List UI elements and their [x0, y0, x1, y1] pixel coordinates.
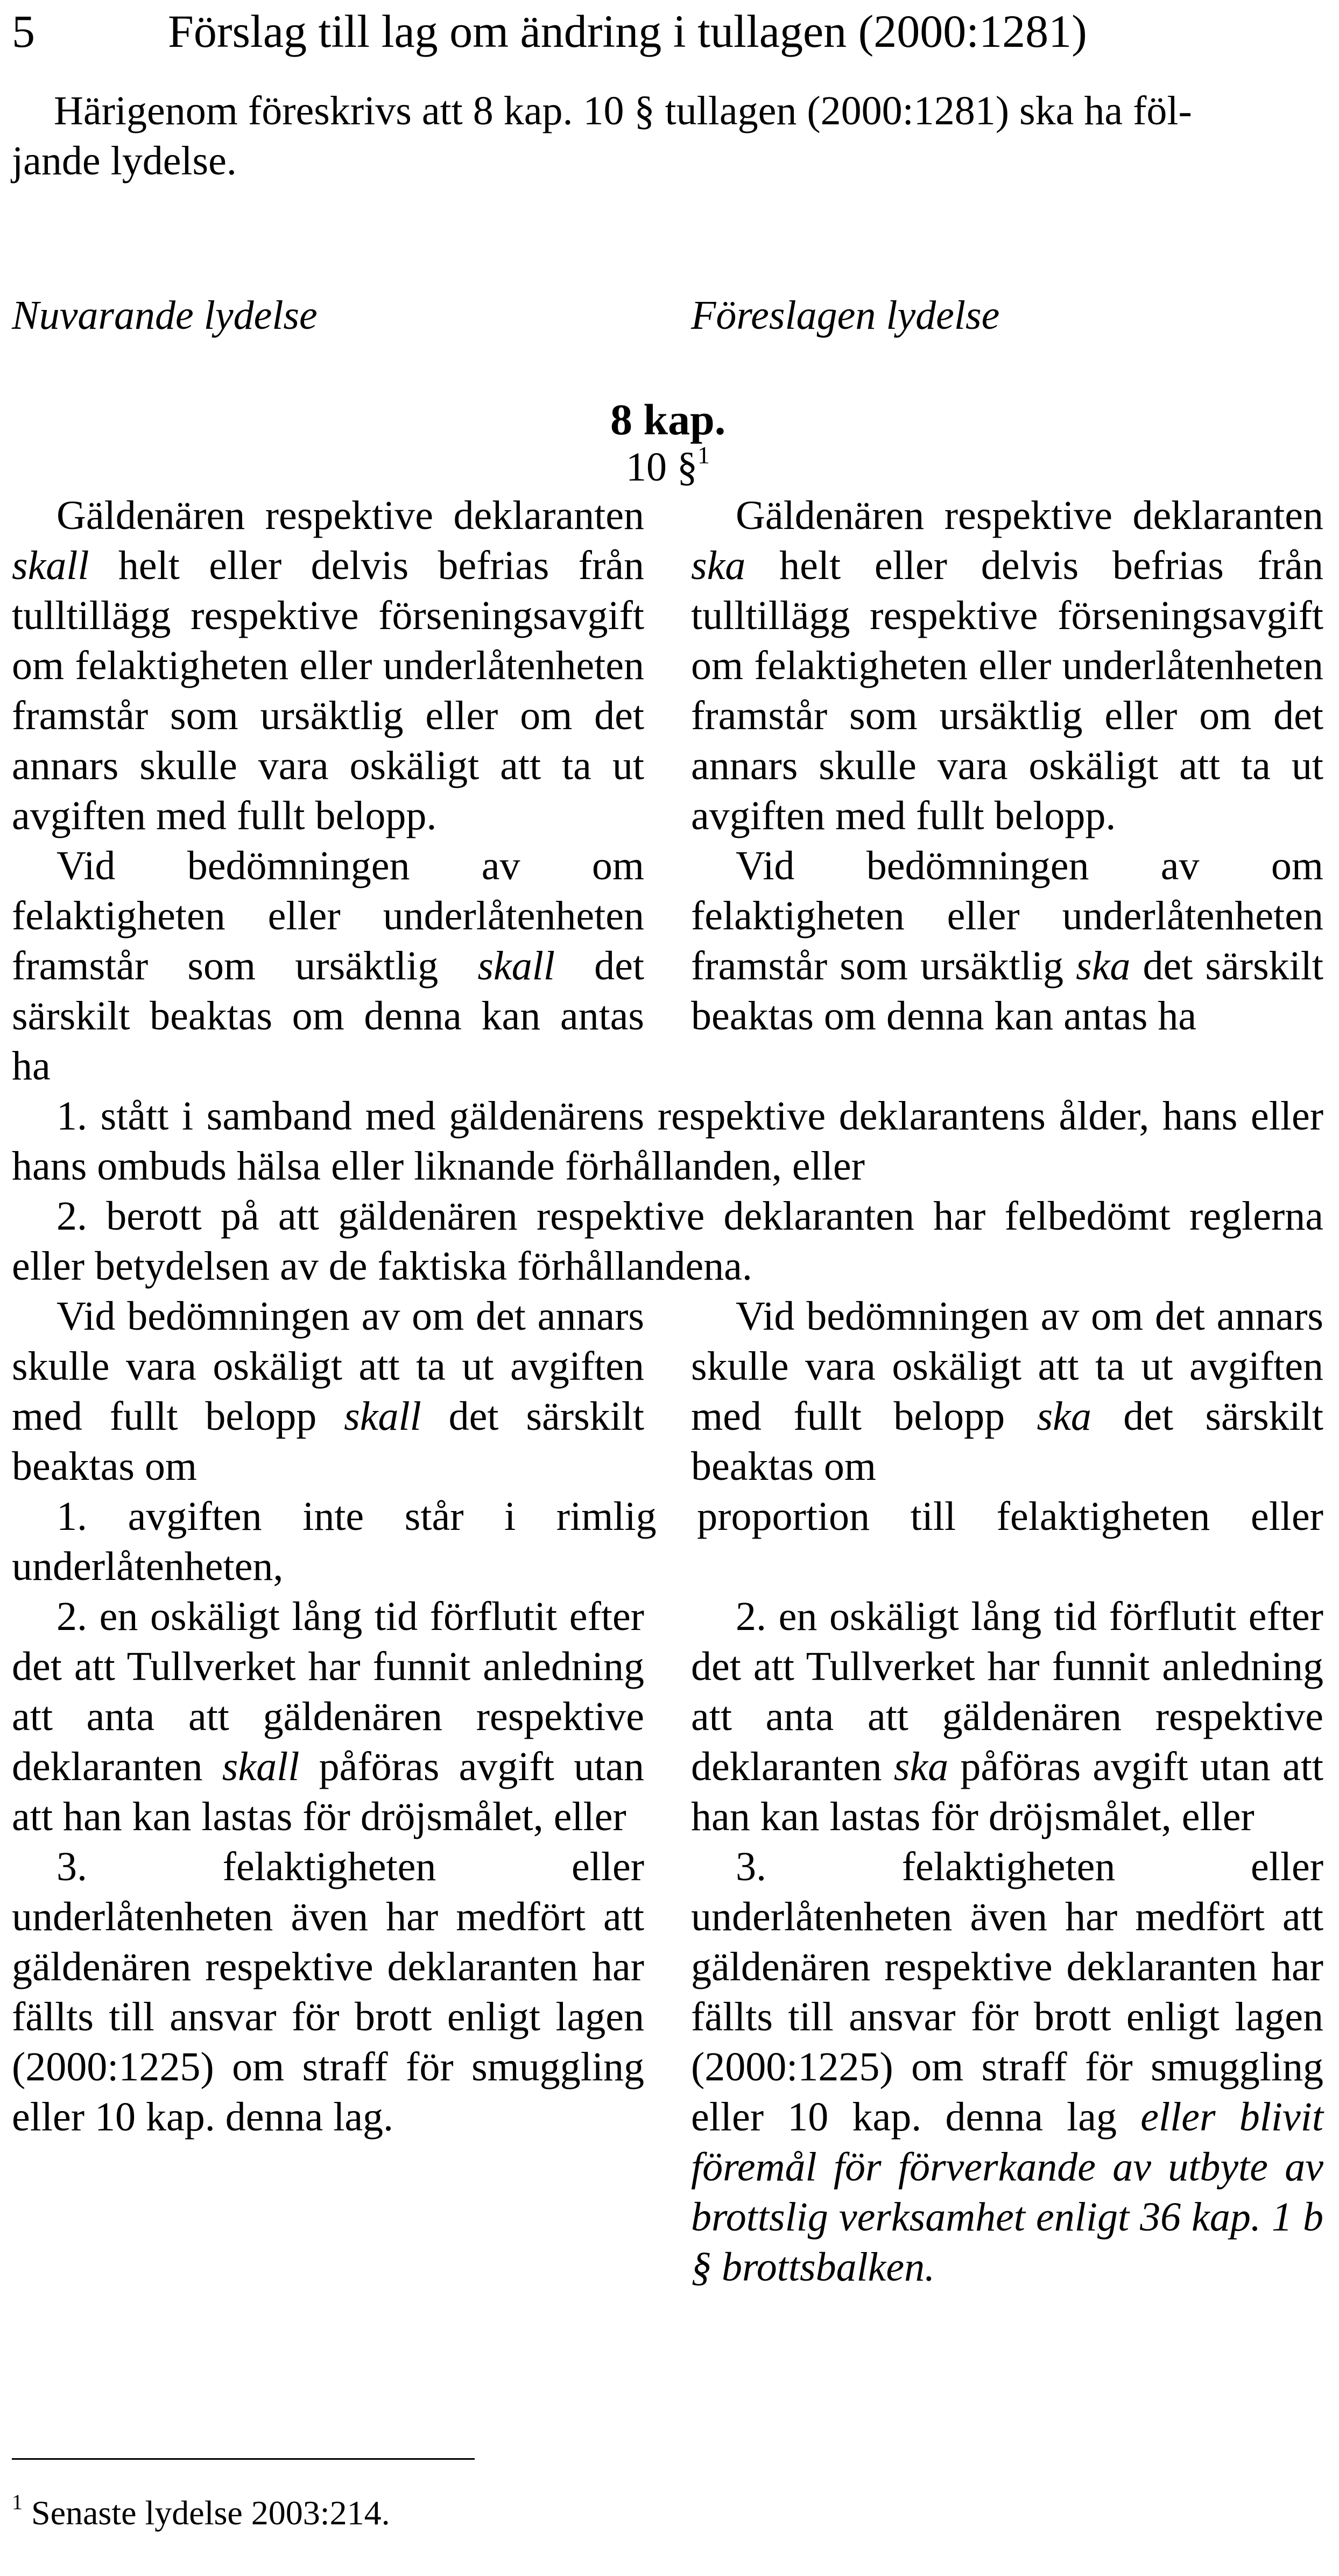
shared-items — [12, 1091, 1323, 1291]
intro-line-1: Härigenom föreskrivs att 8 kap. 10 § tullagen (2000:1281) ska ha föl- — [54, 88, 1192, 133]
footnote-divider — [12, 2458, 475, 2460]
section-heading: 10 §$^1$ — [626, 441, 710, 490]
footnote: $^1$ Senaste lydelse 2003:214. — [12, 2489, 390, 2532]
current-paragraph-3: Vid bedömningen av om det annars skulle vara oskäligt att ta ut avgiften med fullt belopp skall det särskilt beaktas om — [12, 1294, 644, 1489]
proposed-wording-heading: Föreslagen lydelse — [691, 293, 1000, 338]
page-title: Förslag till lag om ändring i tullagen (2000:1281) — [168, 5, 1087, 57]
proposed-paragraph-4: 2. en oskäligt lång tid förflutit efter det att Tullverket har funnit anledning att anta att gäldenären respektive deklaranten ska påföras avgift utan att han kan lastas för dröjsmålet, eller 3. felaktigheten eller underlåtenheten även har medfört att gäldenären respektive deklaranten har fällts till ansvar för brott enligt lagen (2000:1225) om straff för smuggling eller 10 kap. denna lag eller blivit föremål för förverkande av utbyte av brottslig verksamhet enligt 36 kap. 1 b § brottsbalken. — [691, 1594, 1323, 2290]
shared-item-2: 2. berott på att gäldenären respektive deklaranten har felbedömt reglerna eller betydelsen av de faktiska förhållandena. — [12, 1194, 1323, 1289]
section-number: 5 — [12, 5, 35, 57]
shared-item-1: 1. stått i samband med gäldenärens respektive deklarantens ålder, hans eller hans ombuds hälsa eller liknande förhållanden, eller — [12, 1093, 1323, 1189]
current-paragraph-4: 2. en oskäligt lång tid förflutit efter det att Tullverket har funnit anledning att anta att gäldenären respektive deklaranten skall påföras avgift utan att han kan lastas för dröjsmålet, eller 3. felaktigheten eller underlåtenheten även har medfört att gäldenären respektive deklaranten har fällts till ansvar för brott enligt lagen (2000:1225) om straff för smuggling eller 10 kap. denna lag. — [12, 1592, 644, 2142]
current-paragraph-5: 3. felaktigheten eller underlåtenheten även har medfört att gäldenären respektive deklaranten har fällts till ansvar för brott enligt lagen (2000:1225) om straff för smuggling eller 10 kap. denna lag. — [12, 1844, 644, 2140]
current-paragraph-1: Gäldenären respektive deklaranten skall helt eller delvis befrias från tulltillägg respektive förseningsavgift om felaktigheten eller underlåtenheten framstår som ursäktlig eller om det annars skulle vara oskäligt att ta ut avgiften med fullt belopp. Vid bedömningen av om felaktigheten eller underlåtenheten framstår som ursäktlig skall det särskilt beaktas om denna kan antas ha — [12, 493, 644, 1089]
footnote-ref: 1 — [697, 441, 710, 469]
shared-item-3-block — [12, 1492, 1323, 1592]
proposed-paragraph-3: Vid bedömningen av om det annars skulle vara oskäligt att ta ut avgiften med fullt belopp ska det särskilt beaktas om — [691, 1294, 1323, 1489]
intro-line-2: jande lydelse. — [12, 138, 237, 184]
proposed-paragraph-1: Gäldenären respektive deklaranten ska helt eller delvis befrias från tulltillägg respektive förseningsavgift om felaktigheten eller underlåtenheten framstår som ursäktlig eller om det annars skulle vara oskäligt att ta ut avgiften med fullt belopp. Vid bedömningen av om felaktigheten eller underlåtenheten framstår som ursäktlig ska det särskilt beaktas om denna kan antas ha — [691, 493, 1323, 1039]
shared-item-3: 1. avgiften inte står i rimlig proportion till felaktigheten eller underlåtenheten, — [12, 1494, 1323, 1589]
chapter-heading: 8 kap. — [610, 395, 726, 444]
current-wording-heading: Nuvarande lydelse — [12, 293, 318, 338]
